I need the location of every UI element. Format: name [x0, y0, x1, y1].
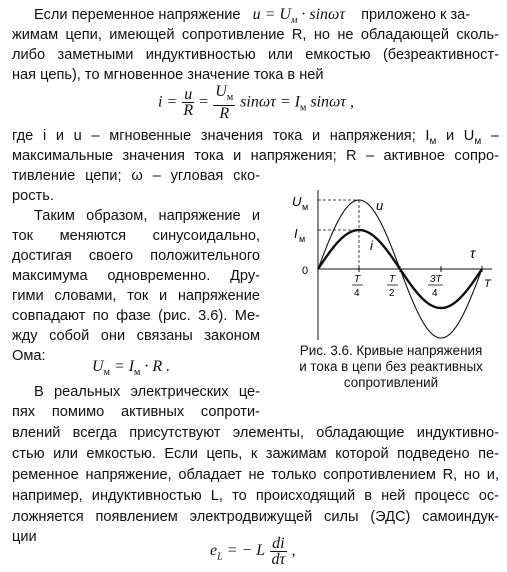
para4-line2: пях помимо активных сопроти-: [12, 404, 260, 420]
para3-line1: Таким образом, напряжение и: [34, 208, 260, 224]
label-tau: τ: [470, 245, 476, 261]
tick-T4-den: 4: [354, 288, 360, 299]
equation-ohm-max: $U_м = I_м \cdot R$ .: [92, 358, 171, 379]
inline-equation-u: $u = U_м \cdot \sin\omega\tau$: [252, 6, 346, 27]
figure-caption: [282, 343, 500, 391]
caption-line2: и тока в цепи без реактивных: [299, 359, 483, 374]
label-Um-sub: м: [302, 202, 309, 212]
label-T-axis: T: [484, 278, 491, 290]
label-Im-sub: м: [299, 234, 306, 244]
label-u-curve: u: [376, 198, 384, 213]
para4-line1: В реальных электрических це-: [34, 384, 260, 400]
equation-ohm-instant: i = $\frac{u}{R}$ = $\frac{U_м}{R}$ $\sin\omega\tau = I_м$ sinωτ ,: [158, 83, 355, 123]
label-Im: I: [294, 226, 298, 241]
para3-line7: жду собой они связаны законом: [12, 328, 260, 344]
label-Um: U: [292, 194, 302, 209]
para1-line4: ная цепь), то мгновенное значение тока в ней: [12, 67, 324, 83]
tick-T2-den: 2: [389, 288, 395, 299]
para4-line7: ложняется появлением электродвижущей силы (ЭДС) самоиндук-: [12, 509, 499, 525]
voltage-current-figure: [278, 186, 500, 344]
para3-line4: максимума одновременно. Дру-: [12, 268, 260, 284]
label-origin: 0: [302, 265, 309, 277]
para4-line3: влений всегда присутствуют элементы, обладающие индуктивно-: [12, 425, 499, 441]
para3-line8: Ома:: [12, 348, 46, 364]
para3-line6: совпадают по фазе (рис. 3.6). Ме-: [12, 308, 260, 324]
equation-self-induction-emf: $e_L$ = − L $\frac{di}{d\tau}$ ,: [210, 535, 296, 568]
para3-line3: достигая своего положительного: [12, 248, 260, 264]
para1-line2: жимам цепи, имеющей сопротивление R, но не обладающей сколь-: [12, 27, 499, 43]
tick-3T4-den: 4: [432, 288, 438, 299]
para2-line1: где i и u – мгновенные значения тока и напряжения; $I_м$ и $U_м$ –: [12, 128, 499, 147]
para3-line5: гими словами, ток и напряжение: [12, 288, 260, 304]
caption-line1: Рис. 3.6. Кривые напряжения: [299, 343, 483, 358]
tick-T2-num: T: [389, 274, 396, 285]
para3-line2: ток меняются синусоидально,: [12, 228, 260, 244]
para1-line3: либо заметными индуктивностью или емкостью (безреактивност-: [12, 47, 499, 63]
tick-T4-num: T: [354, 274, 361, 285]
para4-line8: ции: [12, 529, 37, 545]
para2-line2: максимальные значения тока и напряжения; R – активное сопро-: [12, 148, 499, 164]
para2-line4: рость.: [12, 188, 54, 204]
para2-line3: тивление цепи; ω – угловая ско-: [12, 168, 260, 184]
caption-line3: сопротивлений: [343, 375, 439, 390]
axes-group: [318, 190, 492, 340]
para4-line5: ременное напряжение, обладает не только сопротивлением R, но и,: [12, 467, 499, 483]
para1-line1: Если переменное напряжение $u = U_м \cdot \sin\omega\tau$ приложено к за-: [34, 6, 471, 27]
label-i-curve: i: [370, 238, 373, 253]
para4-line4: стью или емкостью. Если цепь, к зажимам которой подведено пе-: [12, 446, 499, 462]
para4-line6: например, индуктивностью L, то происходящий в ней процесс ос-: [12, 488, 499, 504]
tick-3T4-num: 3T: [430, 274, 442, 285]
